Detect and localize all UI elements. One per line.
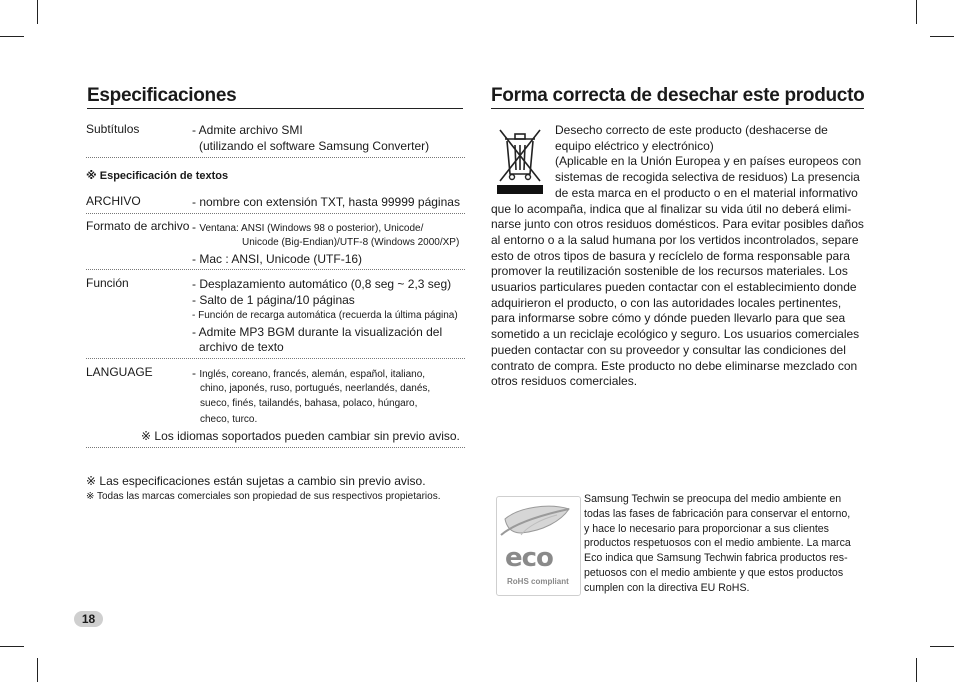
spec-label-funcion: Función	[86, 276, 129, 290]
dash-prefix: -	[192, 220, 200, 234]
spec-value-funcion-1: - Desplazamiento automático (0,8 seg ~ 2,3 seg)	[192, 277, 452, 291]
note-heading-texto: ※ Especificación de textos	[86, 170, 229, 182]
spec-value-language-2: chino, japonés, ruso, portugués, neerlandés, danés,	[200, 383, 431, 394]
eco-text	[584, 492, 851, 596]
spec-value-formato-2: Unicode (Big-Endian)/UTF-8 (Windows 2000/XP)	[242, 237, 460, 248]
footnote-trademarks: ※ Todas las marcas comerciales son propiedad de sus respectivos propietarios.	[86, 491, 441, 502]
weee-line: equipo eléctrico y electrónico)	[555, 138, 714, 153]
weee-line: usuarios particulares pueden contactar con el establecimiento donde	[491, 280, 857, 295]
spec-value-subtitulos-1: - Admite archivo SMI	[192, 123, 303, 137]
spec-value-formato-1-text: Ventana: ANSI (Windows 98 o posterior), Unicode/	[199, 223, 424, 234]
weee-line: pueden contactar con su proveedor y consultar las condiciones del	[491, 342, 846, 357]
eco-line: petuosos con el medio ambiente y que estos productos	[584, 566, 844, 579]
weee-line: contrato de compra. Este producto no debe eliminarse mezclado con	[491, 358, 858, 373]
spec-value-language-3: sueco, finés, tailandés, bahasa, polaco, húngaro,	[200, 398, 418, 409]
weee-text-short	[555, 123, 861, 202]
divider	[86, 447, 465, 448]
eco-line: cumplen con la directiva EU RoHS.	[584, 581, 750, 594]
weee-bin-icon	[495, 125, 545, 195]
weee-line: narse junto con otros residuos domésticos. Para evitar posibles daños	[491, 217, 864, 232]
spec-value-subtitulos-2: (utilizando el software Samsung Converter)	[199, 139, 430, 153]
crop-mark	[930, 646, 954, 647]
spec-value-funcion-4: - Admite MP3 BGM durante la visualización del	[192, 325, 443, 339]
crop-mark	[916, 658, 917, 682]
weee-line: de esta marca en el producto o en el material informativo	[555, 185, 858, 200]
crop-mark	[0, 646, 24, 647]
divider	[86, 269, 465, 270]
spec-value-archivo: - nombre con extensión TXT, hasta 99999 páginas	[192, 195, 460, 209]
eco-line: Eco indica que Samsung Techwin fabrica productos res-	[584, 552, 848, 565]
spec-value-language-1-text: Inglés, coreano, francés, alemán, español, italiano,	[199, 369, 426, 380]
spec-value-funcion-5: archivo de texto	[199, 340, 284, 354]
crop-mark	[916, 0, 917, 24]
weee-line: adquirieron el producto, o con las autoridades locales pertinentes,	[491, 295, 842, 310]
eco-line: y hace lo necesario para proporcionar a sus clientes	[584, 522, 829, 535]
weee-line: promover la reutilización sostenible de los recursos materiales. Los	[491, 264, 848, 279]
eco-caption: RoHS compliant	[507, 577, 569, 586]
language-note: ※ Los idiomas soportados pueden cambiar sin previo aviso.	[141, 429, 460, 443]
spec-label-language: LANGUAGE	[86, 365, 153, 379]
weee-line: sometido a un reciclaje ecológico y seguro. Los usuarios comerciales	[491, 327, 860, 342]
weee-text-full	[491, 202, 864, 390]
weee-line: para informarse sobre cómo y dónde pueden llevarlo para que sea	[491, 311, 846, 326]
eco-rohs-logo	[496, 496, 581, 596]
divider	[86, 358, 465, 359]
spec-value-funcion-2: - Salto de 1 página/10 páginas	[192, 293, 355, 307]
spec-label-formato: Formato de archivo	[86, 219, 190, 233]
weee-line: (Aplicable en la Unión Europea y en países europeos con	[555, 154, 862, 169]
dash-prefix: -	[192, 366, 200, 380]
footnote-specifications: ※ Las especificaciones están sujetas a cambio sin previo aviso.	[86, 474, 426, 488]
crop-mark	[37, 0, 38, 24]
weee-line: Desecho correcto de este producto (deshacerse de	[555, 123, 828, 137]
weee-line: otros residuos comerciales.	[491, 374, 638, 389]
spec-label-subtitulos: Subtítulos	[86, 122, 140, 136]
spec-value-funcion-3: - Función de recarga automática (recuerda la última página)	[192, 310, 458, 321]
crop-mark	[37, 658, 38, 682]
section-title-especificaciones: Especificaciones	[87, 85, 463, 109]
eco-line: productos respetuosos con el medio ambiente. La marca	[584, 537, 851, 550]
spec-value-language-4: checo, turco.	[200, 414, 258, 425]
crop-mark	[0, 36, 24, 37]
weee-line: esto de otros tipos de basura y recíclelo de forma responsable para	[491, 248, 850, 263]
eco-line: todas las fases de fabricación para conservar el entorno,	[584, 507, 851, 520]
spec-label-archivo: ARCHIVO	[86, 194, 141, 208]
eco-word: eco	[505, 543, 553, 573]
weee-line: sistemas de recogida selectiva de residuos) La presencia	[555, 170, 860, 185]
divider	[86, 213, 465, 214]
weee-line: al entorno o a la salud humana por los vertidos incontrolados, separe	[491, 232, 859, 247]
crop-mark	[930, 36, 954, 37]
weee-line: que lo acompaña, indica que al finalizar su vida útil no deberá elimi-	[491, 201, 852, 216]
eco-line: Samsung Techwin se preocupa del medio ambiente en	[584, 493, 842, 505]
page-number: 18	[74, 611, 103, 627]
section-title-desecho: Forma correcta de desechar este producto	[491, 85, 864, 109]
divider	[86, 157, 465, 158]
spec-value-formato-3: - Mac : ANSI, Unicode (UTF-16)	[192, 252, 363, 266]
